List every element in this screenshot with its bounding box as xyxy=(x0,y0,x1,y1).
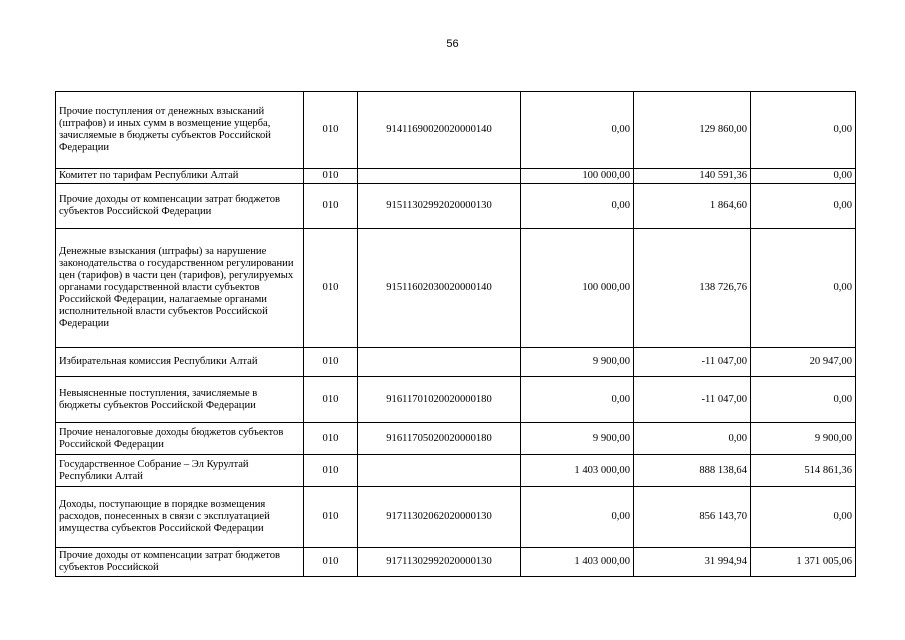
row-value1-cell: 100 000,00 xyxy=(521,229,634,348)
row-value1-cell: 0,00 xyxy=(521,487,634,548)
row-code-cell: 010 xyxy=(304,169,358,184)
row-value3-cell: 0,00 xyxy=(751,92,856,169)
row-kbk-cell xyxy=(358,455,521,487)
table-row xyxy=(56,184,856,229)
row-name-cell: Невыясненные поступления, зачисляемые в бюджеты субъектов Российской Федерации xyxy=(56,377,304,423)
row-code-cell: 010 xyxy=(304,548,358,577)
row-kbk-cell xyxy=(358,348,521,377)
row-value1-cell: 0,00 xyxy=(521,92,634,169)
row-value3-cell: 0,00 xyxy=(751,184,856,229)
row-code-cell: 010 xyxy=(304,487,358,548)
table-row xyxy=(56,348,856,377)
table-row xyxy=(56,169,856,184)
row-kbk-cell: 91711302992020000130 xyxy=(358,548,521,577)
row-kbk-cell xyxy=(358,169,521,184)
row-name-cell: Прочие поступления от денежных взысканий (штрафов) и иных сумм в возмещение ущерба, зачисляемые в бюджеты субъектов Российской Федерации xyxy=(56,92,304,169)
row-kbk-cell: 91411690020020000140 xyxy=(358,92,521,169)
row-value2-cell: -11 047,00 xyxy=(634,348,751,377)
page-number: 56 xyxy=(446,38,459,50)
row-name-cell: Государственное Собрание – Эл Курултай Республики Алтай xyxy=(56,455,304,487)
table-row xyxy=(56,455,856,487)
row-value1-cell: 9 900,00 xyxy=(521,423,634,455)
row-value3-cell: 0,00 xyxy=(751,377,856,423)
row-code-cell: 010 xyxy=(304,229,358,348)
revenue-table xyxy=(55,91,856,577)
row-value3-cell: 1 371 005,06 xyxy=(751,548,856,577)
row-code-cell: 010 xyxy=(304,423,358,455)
row-code-cell: 010 xyxy=(304,377,358,423)
row-name-cell: Прочие доходы от компенсации затрат бюджетов субъектов Российской xyxy=(56,548,304,577)
row-value1-cell: 9 900,00 xyxy=(521,348,634,377)
row-value2-cell: -11 047,00 xyxy=(634,377,751,423)
table-row xyxy=(56,229,856,348)
row-code-cell: 010 xyxy=(304,92,358,169)
row-value1-cell: 1 403 000,00 xyxy=(521,455,634,487)
row-code-cell: 010 xyxy=(304,184,358,229)
row-kbk-cell: 91511602030020000140 xyxy=(358,229,521,348)
row-value3-cell: 9 900,00 xyxy=(751,423,856,455)
row-name-cell: Доходы, поступающие в порядке возмещения расходов, понесенных в связи с эксплуатацией имущества субъектов Российской Федерации xyxy=(56,487,304,548)
row-code-cell: 010 xyxy=(304,455,358,487)
row-value3-cell: 514 861,36 xyxy=(751,455,856,487)
row-value1-cell: 100 000,00 xyxy=(521,169,634,184)
row-value3-cell: 0,00 xyxy=(751,229,856,348)
row-value3-cell: 0,00 xyxy=(751,169,856,184)
row-name-cell: Комитет по тарифам Республики Алтай xyxy=(56,169,304,184)
table-row xyxy=(56,487,856,548)
row-name-cell: Денежные взыскания (штрафы) за нарушение законодательства о государственном регулировании цен (тарифов) в части цен (тарифов), регулируемых органами государственной власти субъектов Российской Федерации, налагаемые органами исполнительной власти субъектов Российской Федерации xyxy=(56,229,304,348)
table-row xyxy=(56,377,856,423)
row-name-cell: Прочие неналоговые доходы бюджетов субъектов Российской Федерации xyxy=(56,423,304,455)
row-value2-cell: 0,00 xyxy=(634,423,751,455)
row-value2-cell: 140 591,36 xyxy=(634,169,751,184)
row-value2-cell: 31 994,94 xyxy=(634,548,751,577)
row-kbk-cell: 91611701020020000180 xyxy=(358,377,521,423)
row-value2-cell: 888 138,64 xyxy=(634,455,751,487)
row-value3-cell: 0,00 xyxy=(751,487,856,548)
row-code-cell: 010 xyxy=(304,348,358,377)
table-row xyxy=(56,548,856,577)
row-value3-cell: 20 947,00 xyxy=(751,348,856,377)
row-value1-cell: 1 403 000,00 xyxy=(521,548,634,577)
row-name-cell: Избирательная комиссия Республики Алтай xyxy=(56,348,304,377)
row-value2-cell: 129 860,00 xyxy=(634,92,751,169)
row-value2-cell: 138 726,76 xyxy=(634,229,751,348)
row-value2-cell: 1 864,60 xyxy=(634,184,751,229)
table-row xyxy=(56,92,856,169)
row-kbk-cell: 91711302062020000130 xyxy=(358,487,521,548)
row-kbk-cell: 91611705020020000180 xyxy=(358,423,521,455)
table-row xyxy=(56,423,856,455)
row-name-cell: Прочие доходы от компенсации затрат бюджетов субъектов Российской Федерации xyxy=(56,184,304,229)
row-value1-cell: 0,00 xyxy=(521,377,634,423)
row-value2-cell: 856 143,70 xyxy=(634,487,751,548)
row-value1-cell: 0,00 xyxy=(521,184,634,229)
row-kbk-cell: 91511302992020000130 xyxy=(358,184,521,229)
